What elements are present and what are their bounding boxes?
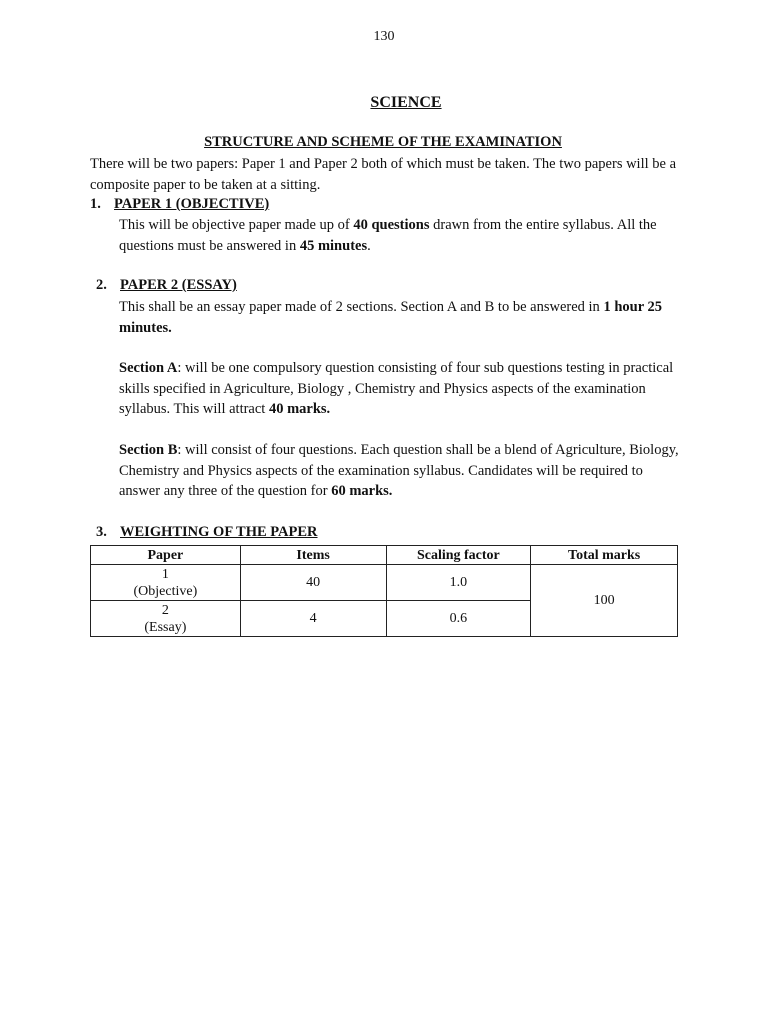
- section-a-marks: 40 marks.: [268, 401, 331, 417]
- section-b-description: [119, 440, 679, 502]
- scaling-cell: 1.0: [386, 565, 531, 601]
- paper1-description: [119, 215, 679, 256]
- weighting-heading-label: WEIGHTING OF THE PAPER: [120, 524, 318, 540]
- paper-number: 2: [161, 602, 169, 618]
- section-b-text: : will consist of four questions. Each question shall be a blend of Agriculture, Biology, Chemistry and Physics aspects of the examination syllabus. Candidates will be required to answer any three of the question for: [119, 442, 679, 499]
- column-header-scaling: Scaling factor: [386, 546, 531, 565]
- scaling-cell: 0.6: [386, 601, 531, 637]
- page-number: 130: [373, 29, 395, 44]
- page-subtitle: STRUCTURE AND SCHEME OF THE EXAMINATION: [204, 134, 562, 150]
- column-header-items: Items: [240, 546, 386, 565]
- page-title: SCIENCE: [370, 94, 442, 111]
- paper1-bold-minutes: 45 minutes: [299, 237, 368, 254]
- paper2-bold-duration: 1 hour 25 minutes.: [119, 299, 662, 336]
- paper1-bold-questions: 40 questions: [353, 217, 430, 233]
- items-cell: 4: [240, 601, 386, 637]
- paper2-description: [119, 297, 679, 338]
- paper-type: (Essay): [144, 619, 187, 635]
- paper-number: 1: [161, 566, 169, 582]
- paper2-text-a: This shall be an essay paper made of 2 sections. Section A and B to be answered in: [119, 299, 604, 315]
- items-cell: 40: [240, 565, 386, 601]
- weighting-heading: [96, 524, 318, 541]
- section-b-marks: 60 marks.: [331, 483, 393, 499]
- paper-cell: [91, 601, 241, 637]
- table-header-row: [91, 546, 678, 565]
- paper1-text-a: This will be objective paper made up of: [119, 217, 354, 233]
- section-b-label: Section B: [119, 442, 178, 458]
- paper1-heading-label: PAPER 1 (OBJECTIVE): [114, 196, 270, 212]
- paper1-heading: [90, 196, 269, 213]
- intro-paragraph: There will be two papers: Paper 1 and Paper 2 both of which must be taken. The two papers will be a composite paper to be taken at a sitting.: [90, 156, 677, 193]
- paper1-text-b: drawn from the entire syllabus. All the questions must be answered in: [119, 217, 657, 254]
- column-header-paper: Paper: [91, 546, 241, 565]
- total-marks-cell: 100: [531, 565, 678, 637]
- paper1-number: 1.: [90, 196, 101, 212]
- weighting-number: 3.: [96, 524, 107, 540]
- column-header-total: Total marks: [531, 546, 678, 565]
- paper-type: (Objective): [133, 583, 198, 599]
- section-a-text: : will be one compulsory question consisting of four sub questions testing in practical skills specified in Agriculture, Biology , Chemistry and Physics aspects of the examination syllabus. This will attract: [119, 360, 674, 417]
- section-a-label: Section A: [119, 360, 178, 376]
- paper2-heading: [96, 277, 237, 294]
- paper2-heading-label: PAPER 2 (ESSAY): [120, 277, 237, 293]
- weighting-table: [90, 545, 678, 637]
- paper-cell: [91, 565, 241, 601]
- table-row: [91, 565, 678, 601]
- section-a-description: [119, 358, 679, 420]
- paper2-number: 2.: [96, 277, 107, 293]
- paper1-text-c: .: [367, 237, 371, 254]
